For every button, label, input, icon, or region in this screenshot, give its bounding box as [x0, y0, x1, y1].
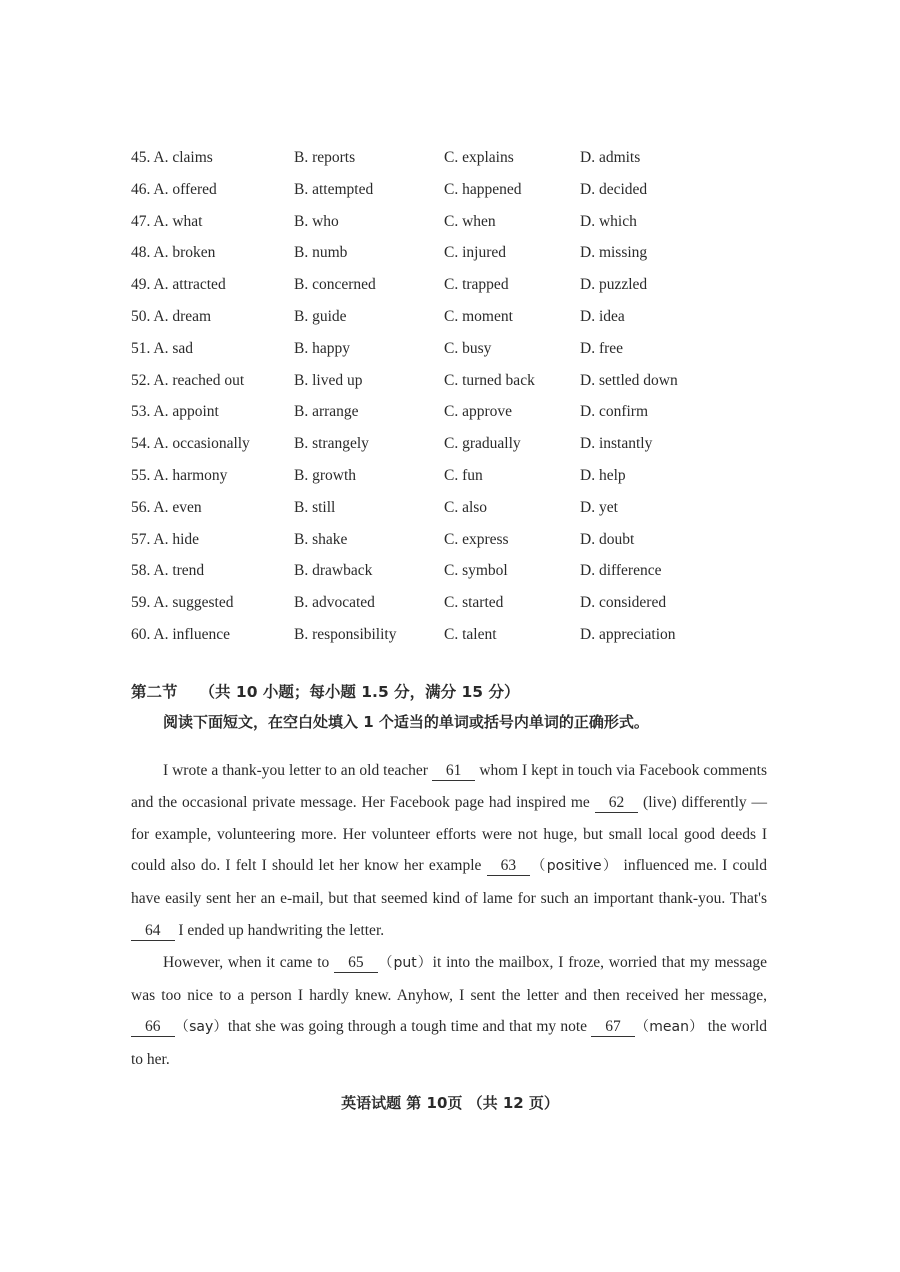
option-c: C. also: [444, 498, 488, 516]
passage-paragraph-1: [131, 755, 767, 947]
option-a: 59. A. suggested: [131, 594, 234, 612]
question-row: [131, 148, 751, 180]
option-d: D. which: [580, 212, 637, 230]
passage-text: influenced me. I could have easily sent her an e-mail, but that seemed kind of lame for such an important thank-you. That's: [131, 857, 767, 908]
option-b: B. responsibility: [294, 625, 397, 643]
option-c: C. symbol: [444, 562, 508, 580]
option-d: D. missing: [580, 244, 648, 262]
option-c: C. express: [444, 530, 509, 548]
question-row: [131, 212, 751, 244]
option-d: D. decided: [580, 180, 648, 198]
option-b: B. reports: [294, 149, 356, 166]
option-a: 57. A. hide: [131, 530, 200, 548]
option-b: B. happy: [294, 339, 350, 357]
question-row: [131, 625, 751, 657]
option-c: C. talent: [444, 625, 497, 643]
passage-text: whom I kept in touch via Facebook comments and the occasional private message. Her Facebook page had inspired me: [131, 762, 768, 811]
blank-66: 66: [131, 1018, 175, 1037]
passage-text: that she was going through a tough time and that my note: [227, 1018, 592, 1036]
option-d: D. yet: [580, 498, 618, 516]
option-c: C. started: [444, 594, 504, 612]
option-d: D. help: [580, 466, 626, 484]
page-footer: 英语试题 第 10页 （共 12 页）: [341, 1094, 559, 1112]
option-d: D. puzzled: [580, 276, 648, 294]
option-a: 60. A. influence: [131, 625, 231, 643]
option-c: C. injured: [444, 244, 506, 262]
option-b: B. shake: [294, 530, 348, 548]
option-d: D. confirm: [580, 403, 649, 421]
option-a: 55. A. harmony: [131, 466, 228, 484]
option-b: B. arrange: [294, 403, 359, 421]
option-b: B. who: [294, 212, 339, 230]
question-row: [131, 593, 751, 625]
blank-65: 65: [334, 954, 378, 973]
option-d: D. appreciation: [580, 625, 676, 643]
passage: [131, 755, 767, 1076]
option-c: C. fun: [444, 466, 483, 484]
question-row: [131, 402, 751, 434]
passage-paragraph-2: [131, 947, 767, 1076]
option-b: B. drawback: [294, 562, 373, 580]
hint-say: （say）: [174, 1019, 228, 1036]
question-row: [131, 561, 751, 593]
hint-mean: （mean）: [634, 1019, 704, 1036]
option-d: D. free: [580, 339, 624, 357]
section-scoring: （共 10 小题；每小题 1.5 分，满分 15 分）: [199, 683, 520, 701]
option-a: 51. A. sad: [131, 339, 193, 357]
blank-63: 63: [487, 857, 531, 876]
passage-text: I ended up handwriting the letter.: [174, 921, 385, 939]
option-d: D. settled down: [580, 371, 678, 389]
option-b: B. numb: [294, 244, 348, 262]
section-title: 第二节: [131, 683, 178, 701]
question-row: [131, 275, 751, 307]
option-d: D. considered: [580, 594, 667, 612]
multiple-choice-options: [131, 148, 751, 657]
question-row: [131, 530, 751, 562]
option-b: B. growth: [294, 466, 356, 484]
passage-text: the world to her.: [131, 1018, 768, 1069]
option-c: C. happened: [444, 180, 522, 198]
passage-text: it into the mailbox, I froze, worried that my message was too nice to a person I hardly knew. Anyhow, I sent the letter and then received her message,: [131, 953, 767, 1004]
option-d: D. instantly: [580, 435, 653, 453]
passage-text: I wrote a thank-you letter to an old teacher: [163, 762, 432, 779]
option-d: D. doubt: [580, 530, 635, 548]
option-a: 45. A. claims: [131, 149, 213, 166]
option-b: B. lived up: [294, 371, 363, 389]
question-row: [131, 243, 751, 275]
question-row: [131, 339, 751, 371]
option-c: C. trapped: [444, 276, 509, 294]
passage-text: differently — for example, volunteering more. Her volunteer efforts were not huge, but small local good deeds I could also do. I felt I should let her know her example: [131, 793, 767, 875]
option-c: C. gradually: [444, 435, 521, 453]
option-c: C. turned back: [444, 371, 535, 389]
option-a: 46. A. offered: [131, 180, 217, 198]
section-heading: [131, 680, 520, 702]
option-a: 53. A. appoint: [131, 403, 219, 421]
option-b: B. concerned: [294, 276, 376, 294]
option-a: 52. A. reached out: [131, 371, 245, 389]
blank-62: 62: [595, 794, 639, 813]
option-b: B. attempted: [294, 180, 374, 198]
option-d: D. difference: [580, 562, 662, 580]
option-a: 49. A. attracted: [131, 276, 226, 294]
blank-67: 67: [591, 1018, 635, 1037]
option-c: C. when: [444, 212, 496, 230]
option-a: 47. A. what: [131, 212, 203, 230]
blank-61: 61: [432, 762, 476, 781]
option-c: C. busy: [444, 339, 492, 357]
option-c: C. approve: [444, 403, 513, 421]
question-row: [131, 180, 751, 212]
question-row: [131, 307, 751, 339]
option-d: D. idea: [580, 307, 625, 325]
option-c: C. explains: [444, 149, 514, 166]
hint-live: (live): [638, 793, 682, 811]
option-b: B. guide: [294, 307, 347, 325]
option-a: 54. A. occasionally: [131, 435, 250, 453]
option-d: D. admits: [580, 149, 641, 166]
hint-put: （put）: [377, 954, 433, 971]
passage-text: However, when it came to: [163, 953, 335, 971]
question-row: [131, 498, 751, 530]
question-row: [131, 371, 751, 403]
option-a: 48. A. broken: [131, 244, 216, 262]
question-row: [131, 466, 751, 498]
blank-64: 64: [131, 922, 175, 941]
option-a: 58. A. trend: [131, 562, 205, 580]
question-row: [131, 434, 751, 466]
option-b: B. advocated: [294, 594, 375, 612]
section-instruction: 阅读下面短文，在空白处填入 1 个适当的单词或括号内单词的正确形式。: [163, 713, 649, 731]
option-a: 56. A. even: [131, 498, 202, 516]
option-b: B. strangely: [294, 435, 369, 453]
option-a: 50. A. dream: [131, 307, 212, 325]
option-b: B. still: [294, 498, 336, 516]
hint-positive: （positive）: [530, 858, 619, 875]
option-c: C. moment: [444, 307, 513, 325]
